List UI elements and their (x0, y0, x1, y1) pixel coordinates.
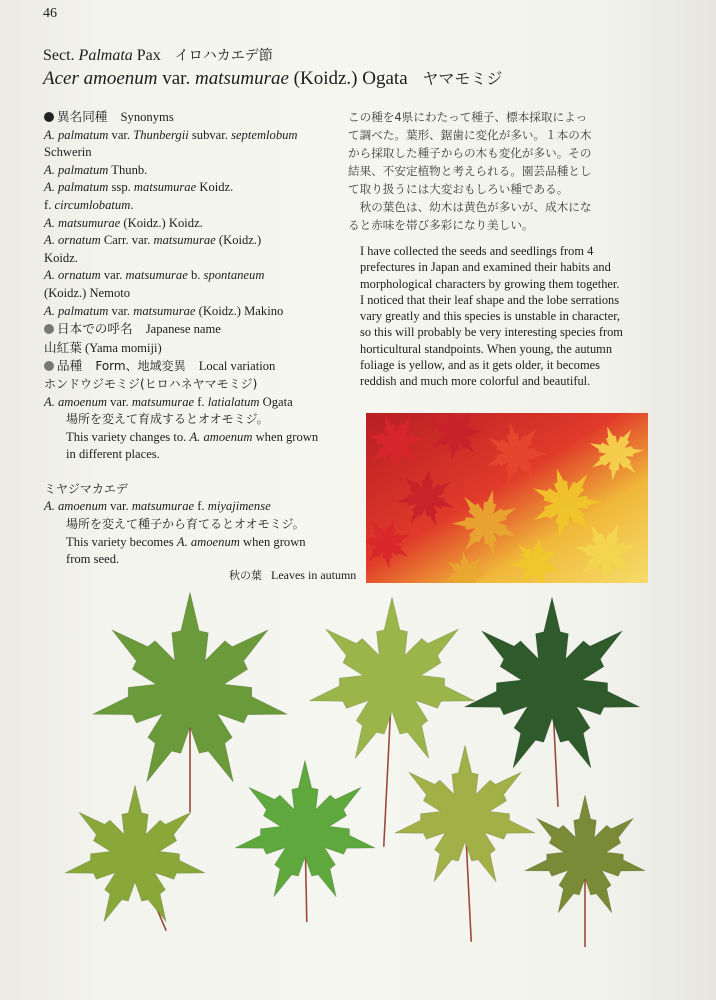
synonym-part: (Koidz.) Nemoto (44, 285, 131, 300)
synonym-line (44, 285, 354, 303)
japanese-name-ja: 山紅葉 (44, 339, 82, 355)
photo-caption (229, 567, 356, 583)
autumn-leaves-photo (366, 413, 648, 583)
description-ja-line: て取り扱うには大変おもしろい種である。 (348, 182, 569, 196)
synonyms-heading (44, 108, 354, 127)
synonym-line (44, 127, 354, 145)
synonym-part: A. palmatum (44, 303, 109, 318)
section-japanese: イロハカエデ節 (174, 48, 273, 64)
synonym-part: septemlobum (231, 127, 298, 142)
species-title (43, 66, 502, 90)
maple-leaf (93, 592, 288, 812)
form-note-part: A. amoenum (176, 534, 240, 549)
page-number: 46 (43, 6, 57, 21)
title-authority: (Koidz.) Ogata (293, 68, 408, 89)
synonym-part: A. matsumurae (44, 215, 121, 230)
title-japanese: ヤマモミジ (422, 69, 503, 88)
synonym-line (44, 250, 354, 268)
form-sci-part: var. (106, 394, 132, 409)
description-en-line: reddish and much more colorful and beautiful. (360, 374, 591, 389)
form-sci-part: var. (106, 499, 132, 514)
synonym-part: var. (100, 268, 126, 283)
bullet-icon (44, 361, 54, 371)
synonym-part: Thunb. (108, 162, 148, 177)
variation-form (44, 481, 354, 569)
description-en-line: so this will probably be very interesting species from (360, 325, 623, 340)
section-name: Palmata (78, 47, 133, 64)
description-ja-line: 秋の葉色は、幼木は黄色が多いが、成木にな (348, 200, 592, 214)
photo-caption-ja: 秋の葉 (229, 569, 262, 582)
synonym-part: ssp. (108, 180, 134, 195)
synonym-line (44, 144, 354, 162)
pressed-leaves-illustration (40, 592, 680, 952)
synonym-line (44, 303, 354, 321)
form-sci-part: f. (194, 499, 208, 514)
variation-heading-ja: 品種 (57, 358, 83, 374)
description-en-line: foliage is yellow, and as it gets older, it becomes (360, 358, 600, 373)
description-en-line: vary greatly and this species is unstable in character, (360, 309, 620, 324)
synonym-part: matsumurae (133, 303, 196, 318)
synonym-part: f. (44, 197, 55, 212)
form-note-en (44, 429, 354, 447)
synonym-part: Koidz. (44, 250, 78, 265)
form-sci-part: latialatum (207, 394, 260, 409)
form-note-part: This variety becomes (66, 534, 177, 549)
maple-leaf (65, 785, 205, 931)
synonym-part: Carr. var. (100, 233, 154, 248)
synonym-line (44, 232, 354, 250)
form-name-ja: ミヤジマカエデ (44, 481, 128, 496)
section-heading (43, 45, 273, 65)
synonym-column (44, 108, 354, 569)
form-sci-part: miyajimense (207, 499, 271, 514)
synonym-part: var. (108, 303, 134, 318)
synonym-line (44, 215, 354, 233)
synonyms-heading-en: Synonyms (120, 110, 174, 124)
description-ja-line: て調べた。葉形、鋸歯に変化が多い。１本の木 (348, 128, 592, 142)
synonym-part: subvar. (188, 127, 232, 142)
synonym-part: (Koidz.) Koidz. (120, 215, 203, 230)
japanese-name-value (44, 339, 354, 358)
form-note-ja: 場所を変えて種子から育てるとオオモミジ。 (66, 517, 305, 532)
synonym-part: matsumurae (125, 268, 188, 283)
synonym-part: (Koidz.) Makino (195, 303, 284, 318)
maple-leaf (525, 795, 646, 947)
synonym-part: A. ornatum (44, 233, 101, 248)
synonym-part: spontaneum (203, 268, 265, 283)
form-sci-part: f. (194, 394, 208, 409)
japanese-name-heading-en: Japanese name (145, 322, 221, 337)
photo-caption-en: Leaves in autumn (271, 568, 357, 582)
synonym-part: Koidz. (196, 180, 234, 195)
description-en-line: prefectures in Japan and examined their habits and (360, 260, 611, 275)
synonym-line (44, 197, 354, 215)
synonym-line (44, 179, 354, 197)
description-en-line: morphological characters by growing them together. (360, 276, 620, 291)
section-author: Pax (136, 47, 161, 64)
variation-heading-en: Form、地域変異 (95, 359, 186, 374)
description-en-line: I noticed that their leaf shape and the lobe serrations (360, 292, 620, 307)
bullet-icon (44, 324, 54, 334)
synonym-part: b. (187, 268, 204, 283)
form-note-part: when grown (239, 534, 306, 549)
form-note-en-cont: from seed. (66, 552, 120, 567)
form-name-ja: ホンドウジモミジ(ヒロハネヤマモミジ) (44, 376, 258, 391)
form-sci-part: A. amoenum (44, 499, 107, 514)
description-en-line: horticultural standpoints. When young, the autumn (360, 341, 613, 356)
synonyms-heading-ja: 異名同種 (57, 109, 108, 124)
variation-form (44, 376, 354, 464)
synonym-part: (Koidz.) (215, 233, 262, 248)
form-sci-part: matsumurae (131, 499, 195, 514)
title-variety: matsumurae (194, 68, 289, 89)
synonym-part: var. (108, 127, 134, 142)
japanese-name-en: (Yama momiji) (84, 340, 162, 355)
description-en-line: I have collected the seeds and seedlings from 4 (360, 244, 594, 258)
synonym-part: matsumurae (153, 233, 216, 248)
variation-heading-en2: Local variation (198, 359, 276, 374)
form-note-en-cont: in different places. (66, 447, 160, 462)
maple-leaf (395, 745, 535, 942)
description-ja-line: 結果、不安定植物と考えられる。園芸品種とし (348, 164, 592, 178)
synonym-part: A. palmatum (44, 162, 109, 177)
synonym-list (44, 127, 354, 321)
form-note-part: A. amoenum (189, 429, 253, 444)
description-ja-line: この種を4県にわたって種子、標本採取によっ (348, 110, 588, 124)
synonym-part: matsumurae (133, 180, 197, 195)
description-japanese (348, 108, 648, 234)
form-note-part: This variety changes to. (66, 429, 190, 444)
maple-leaf (464, 597, 639, 807)
synonym-line (44, 267, 354, 285)
synonym-part: circumlobatum (54, 197, 131, 212)
description-ja-line: から採取した種子からの木も変化が多い。その (348, 146, 592, 160)
form-sci-part: A. amoenum (44, 394, 107, 409)
form-scientific-name (44, 394, 354, 412)
form-note-ja: 場所を変えて育成するとオオモミジ。 (66, 412, 269, 427)
synonym-line (44, 162, 354, 180)
title-binomial: Acer amoenum (43, 68, 158, 89)
maple-leaf (235, 760, 375, 922)
form-sci-part: matsumurae (131, 394, 195, 409)
description-ja-line: ると赤味を帯び多彩になり美しい。 (348, 218, 534, 232)
synonym-part: Thunbergii (133, 127, 189, 142)
section-prefix: Sect. (43, 47, 75, 64)
synonym-part: . (130, 197, 134, 212)
form-note-part: when grown (252, 429, 319, 444)
bullet-icon (44, 112, 54, 122)
japanese-name-heading-ja: 日本での呼名 (57, 321, 133, 337)
form-note-en (44, 534, 354, 552)
synonym-part: A. palmatum (44, 127, 109, 142)
title-var-label: var. (162, 68, 191, 89)
synonym-part: A. palmatum (44, 180, 109, 195)
variation-heading (44, 357, 354, 376)
form-scientific-name (44, 498, 354, 516)
description-english (360, 243, 660, 390)
japanese-name-heading (44, 320, 354, 339)
synonym-part: A. ornatum (44, 268, 101, 283)
synonym-part: Schwerin (44, 145, 92, 160)
form-sci-part: Ogata (259, 394, 293, 409)
